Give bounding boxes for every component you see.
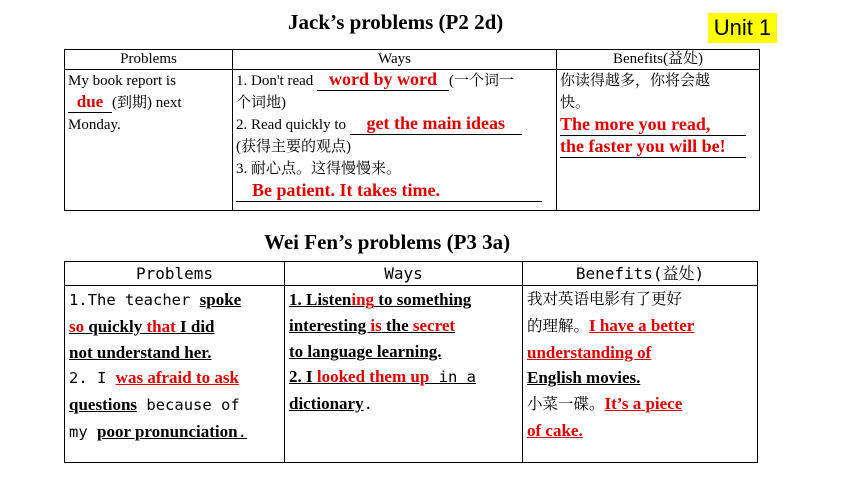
problem-2-because: because of <box>137 396 240 415</box>
way-2-text: 2. Read quickly to <box>236 117 346 133</box>
way-1-line-2 <box>289 313 518 339</box>
way-2-dot: . <box>363 395 373 414</box>
way-2-num: 2. <box>289 367 306 387</box>
benefit-bold-3: English movies. <box>527 368 641 388</box>
way-1-line-1 <box>289 287 518 313</box>
problem-2-questions: questions <box>69 395 138 415</box>
jack-title: Jack’s problems (P2 2d) <box>288 10 504 34</box>
table-row <box>65 286 758 463</box>
way-2-answer: looked them up <box>316 367 430 387</box>
problem-2-pre: 2. I <box>69 369 116 388</box>
benefit-cn-3: 小菜一碟。 <box>527 395 605 414</box>
problem-2-my: my <box>69 422 97 441</box>
problem-2-answer: was afraid to ask <box>115 368 239 388</box>
benefit-answer-1: I have a better <box>589 315 695 335</box>
problem-2-line-1 <box>69 365 280 392</box>
problem-line-2 <box>68 92 229 114</box>
way-2-dictionary: dictionary <box>289 394 364 414</box>
way-3-answer: Be patient. It takes time. <box>236 180 542 202</box>
table-row <box>65 70 760 211</box>
way-1-cont: 个词地) <box>236 95 286 111</box>
way-1-interesting: interesting <box>289 315 371 335</box>
problem-1-quickly: quickly <box>84 316 147 336</box>
benefit-line-2 <box>527 313 753 340</box>
way-1-is: is <box>370 315 382 335</box>
way-2-line <box>236 114 553 136</box>
benefit-answer-2: the faster you will be! <box>560 136 746 158</box>
jack-ways-cell <box>233 70 557 211</box>
problem-1-line-2 <box>69 314 280 340</box>
weifen-benefits-cell <box>523 286 758 463</box>
header-ways: Ways <box>285 262 523 286</box>
way-1-listen: Listen <box>306 290 352 309</box>
way-1-ing: ing <box>351 290 375 309</box>
way-2-in-a: in a <box>429 368 476 387</box>
problem-2-line-2 <box>69 392 280 419</box>
due-blank <box>68 93 112 113</box>
problem-text-1: My book report is <box>68 73 176 89</box>
problem-2-poor: poor pronunciation <box>97 421 238 441</box>
way-1-blank <box>317 70 449 91</box>
header-ways: Ways <box>233 50 557 70</box>
jack-problem-cell <box>65 70 233 211</box>
way-2-cont: (获得主要的观点) <box>236 139 351 155</box>
problem-2-dot: . <box>237 422 247 441</box>
table-header-row <box>65 50 760 70</box>
way-2-line-1 <box>289 364 518 391</box>
problem-1-so: so <box>69 316 85 336</box>
header-problems: Problems <box>65 50 233 70</box>
benefit-line-5 <box>527 391 753 418</box>
header-problems: Problems <box>65 262 285 286</box>
weifen-title: Wei Fen’s problems (P3 3a) <box>264 230 511 254</box>
way-2-answer: get the main ideas <box>366 113 505 133</box>
benefit-answer-2: understanding of <box>527 342 652 362</box>
benefit-cn-1: 我对英语电影有了更好 <box>527 290 683 308</box>
jack-benefits-cell <box>557 70 760 211</box>
table-header-row <box>65 262 758 286</box>
problem-2-line-3 <box>69 419 280 446</box>
benefit-cn-2: 的理解。 <box>527 316 590 335</box>
unit-badge: Unit 1 <box>708 13 777 43</box>
problem-1-spoke: spoke <box>199 290 242 309</box>
benefit-answer-1: The more you read, <box>560 114 746 136</box>
benefit-answer-3: It’s a piece <box>604 394 683 414</box>
problem-1-pre: 1.The teacher <box>69 291 200 309</box>
due-answer: due <box>76 92 104 111</box>
way-1-num: 1. <box>289 290 306 309</box>
way-2-line-2 <box>289 391 518 418</box>
way-1-the: the <box>381 315 413 335</box>
way-1-text: 1. Don't read <box>236 73 314 89</box>
problem-text-3: Monday. <box>68 117 121 133</box>
way-1-secret: secret <box>412 315 456 335</box>
benefit-cn-1: 你读得越多，你将会越 <box>560 73 711 89</box>
way-1-line-3: to language learning. <box>289 341 442 361</box>
way-1-answer: word by word <box>329 69 438 89</box>
problem-1-line-3: not understand her. <box>69 342 212 362</box>
benefit-cn-2: 快。 <box>560 95 591 111</box>
weifen-ways-cell <box>285 286 523 463</box>
way-1-cn: (一个词一 <box>449 73 515 89</box>
problem-1-i-did: I did <box>175 316 215 336</box>
way-2-blank <box>350 114 522 135</box>
jack-problems-table <box>64 49 760 211</box>
weifen-problems-table <box>64 261 758 463</box>
benefit-answer-4: of cake. <box>527 420 583 440</box>
problem-text-2: (到期) next <box>112 95 182 111</box>
header-benefits: Benefits(益处) <box>557 50 760 70</box>
problem-1-line-1 <box>69 287 280 314</box>
weifen-problems-cell <box>65 286 285 463</box>
way-2-i: I <box>306 367 317 387</box>
problem-1-that: that <box>146 316 176 336</box>
way-1-to-something: to something <box>374 290 472 309</box>
way-1-line <box>236 70 553 92</box>
way-3-text: 3. 耐心点。这得慢慢来。 <box>236 161 402 177</box>
header-benefits: Benefits(益处) <box>523 262 758 286</box>
